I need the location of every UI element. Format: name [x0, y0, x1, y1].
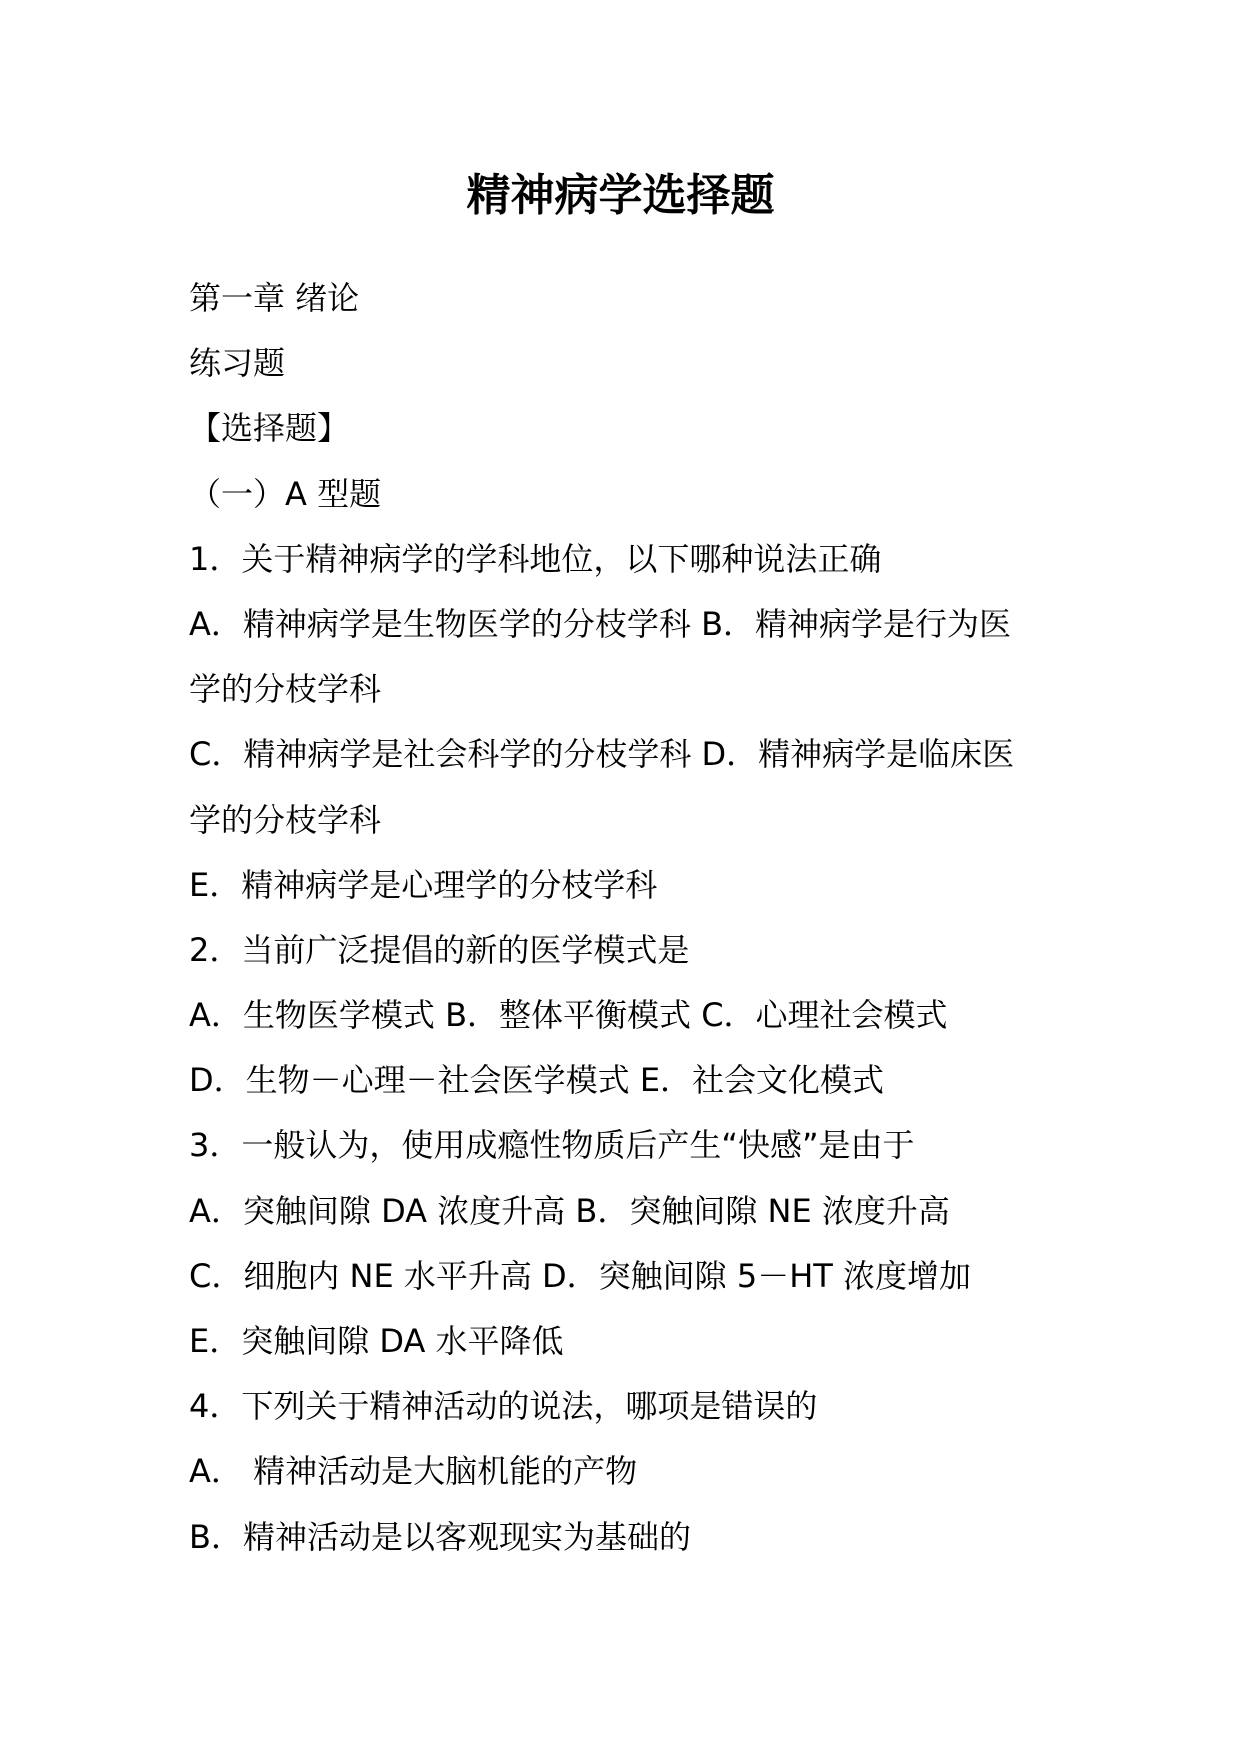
- document-title: 精神病学选择题: [466, 170, 775, 221]
- answer-options: A．生物医学模式 B．整体平衡模式 C．心理社会模式: [189, 996, 948, 1035]
- answer-options: D．生物－心理－社会医学模式 E．社会文化模式: [189, 1061, 885, 1100]
- answer-options: E．突触间隙 DA 水平降低: [189, 1322, 564, 1360]
- subsection-heading: （一）A 型题: [189, 474, 382, 513]
- answer-options: A．突触间隙 DA 浓度升高 B．突触间隙 NE 浓度升高: [189, 1191, 950, 1230]
- question-text: 2．当前广泛提倡的新的医学模式是: [189, 930, 690, 969]
- answer-options: B．精神活动是以客观现实为基础的: [189, 1517, 691, 1556]
- answer-options: 学的分枝学科: [189, 670, 382, 709]
- chapter-heading: 第一章 绪论: [189, 279, 360, 317]
- question-text: 1．关于精神病学的学科地位，以下哪种说法正确: [189, 539, 882, 578]
- section-heading: 练习题: [189, 344, 286, 383]
- answer-options: A． 精神活动是大脑机能的产物: [189, 1452, 638, 1491]
- question-text: 4．下列关于精神活动的说法，哪项是错误的: [189, 1387, 818, 1426]
- answer-options: C．细胞内 NE 水平升高 D．突触间隙 5－HT 浓度增加: [189, 1256, 971, 1295]
- answer-options: A．精神病学是生物医学的分枝学科 B．精神病学是行为医: [189, 604, 1012, 643]
- document-body: [189, 266, 1069, 1570]
- answer-options: E．精神病学是心理学的分枝学科: [189, 865, 658, 904]
- answer-options: C．精神病学是社会科学的分枝学科 D．精神病学是临床医: [189, 735, 1015, 774]
- answer-options: 学的分枝学科: [189, 800, 382, 839]
- question-type-heading: 【选择题】: [189, 409, 350, 448]
- question-text: 3．一般认为，使用成瘾性物质后产生“快感”是由于: [189, 1126, 915, 1165]
